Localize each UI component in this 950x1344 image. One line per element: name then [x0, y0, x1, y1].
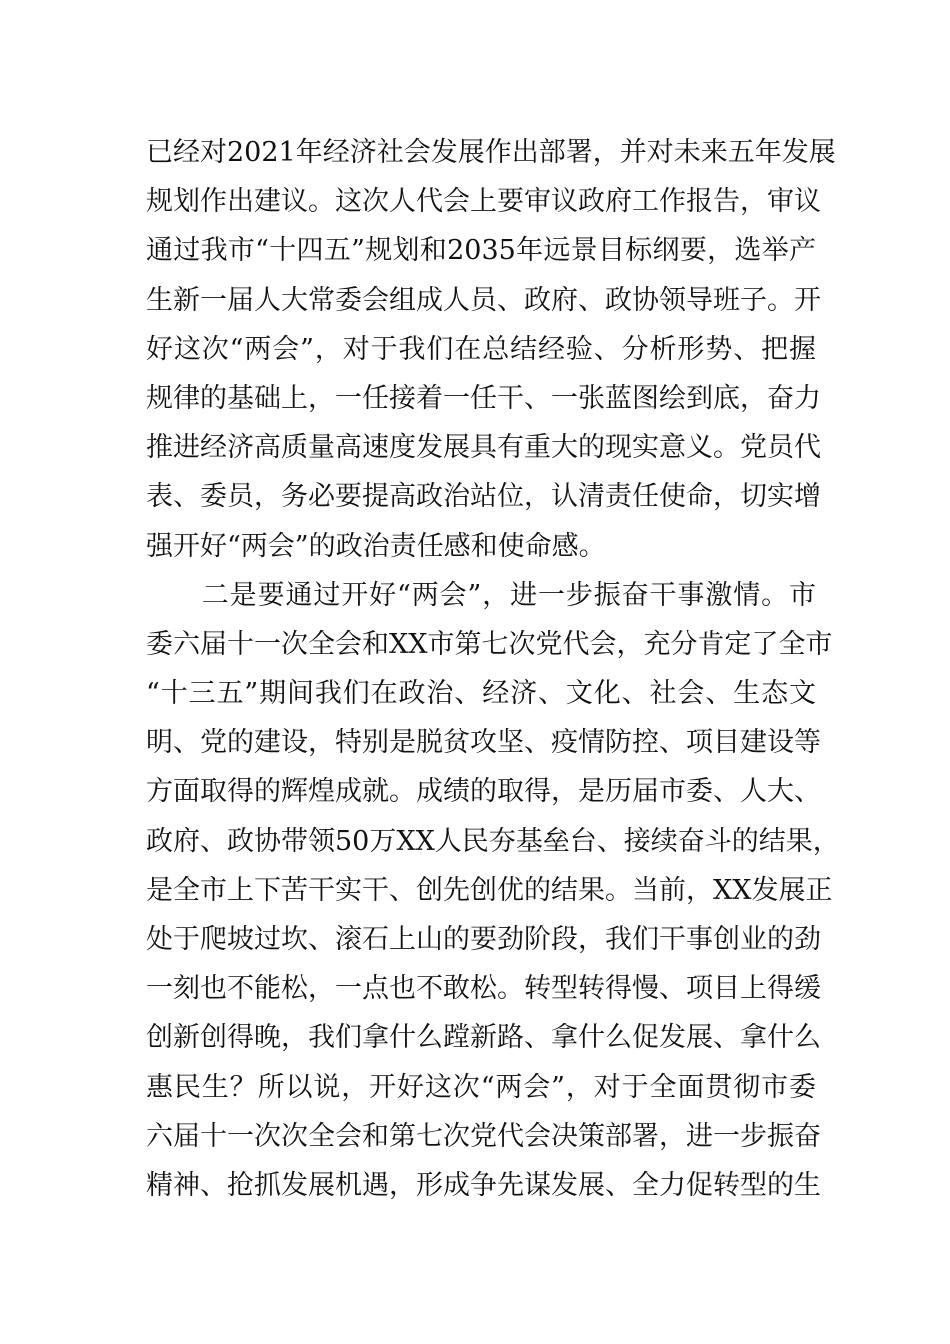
text-line: 生新一届人大常委会组成人员、政府、政协领导班子。开: [146, 284, 821, 316]
text-line: 是全市上下苦干实干、创先创优的结果。当前，XX发展正: [146, 874, 833, 906]
text-line: 好这次“两会”，对于我们在总结经验、分析形势、把握: [146, 333, 816, 365]
text-line: 表、委员，务必要提高政治站位，认清责任使命，切实增: [146, 481, 821, 513]
body-text: [146, 128, 840, 1210]
text-line: 委六届十一次全会和XX市第七次党代会，充分肯定了全市: [146, 628, 833, 660]
text-line: 已经对2021年经济社会发展作出部署，并对未来五年发展: [146, 137, 836, 168]
text-line: 处于爬坡过坎、滚石上山的要劲阶段，我们干事创业的劲: [146, 924, 821, 955]
text-line: 推进经济高质量高速度发展具有重大的现实意义。党员代: [146, 432, 821, 464]
text-line: 一刻也不能松，一点也不敢松。转型转得慢、项目上得缓: [146, 973, 821, 1005]
text-line: 通过我市“十四五”规划和2035年远景目标纲要，选举产: [146, 235, 816, 267]
text-line: 惠民生？所以说，开好这次“两会”，对于全面贯彻市委: [146, 1071, 816, 1103]
text-line: 政府、政协带领50万XX人民夯基垒台、接续奋斗的结果，: [146, 825, 840, 857]
text-line: 精神、抢抓发展机遇，形成争先谋发展、全力促转型的生: [146, 1169, 821, 1201]
text-line: 规划作出建议。这次人代会上要审议政府工作报告，审议: [146, 186, 821, 218]
text-line: 明、党的建设，特别是脱贫攻坚、疫情防控、项目建设等: [146, 727, 821, 759]
paragraph-start-line: 二是要通过开好“两会”，进一步振奋干事激情。市: [146, 579, 816, 611]
text-line: “十三五”期间我们在政治、经济、文化、社会、生态文: [146, 678, 816, 710]
text-line: 六届十一次次全会和第七次党代会决策部署，进一步振奋: [146, 1120, 821, 1152]
paragraph-end-line: 强开好“两会”的政治责任感和使命感。: [146, 530, 606, 562]
text-line: 创新创得晚，我们拿什么蹚新路、拿什么促发展、拿什么: [146, 1022, 821, 1054]
text-line: 规律的基础上，一任接着一任干、一张蓝图绘到底，奋力: [146, 382, 821, 414]
text-line: 方面取得的辉煌成就。成绩的取得，是历届市委、人大、: [146, 776, 821, 808]
